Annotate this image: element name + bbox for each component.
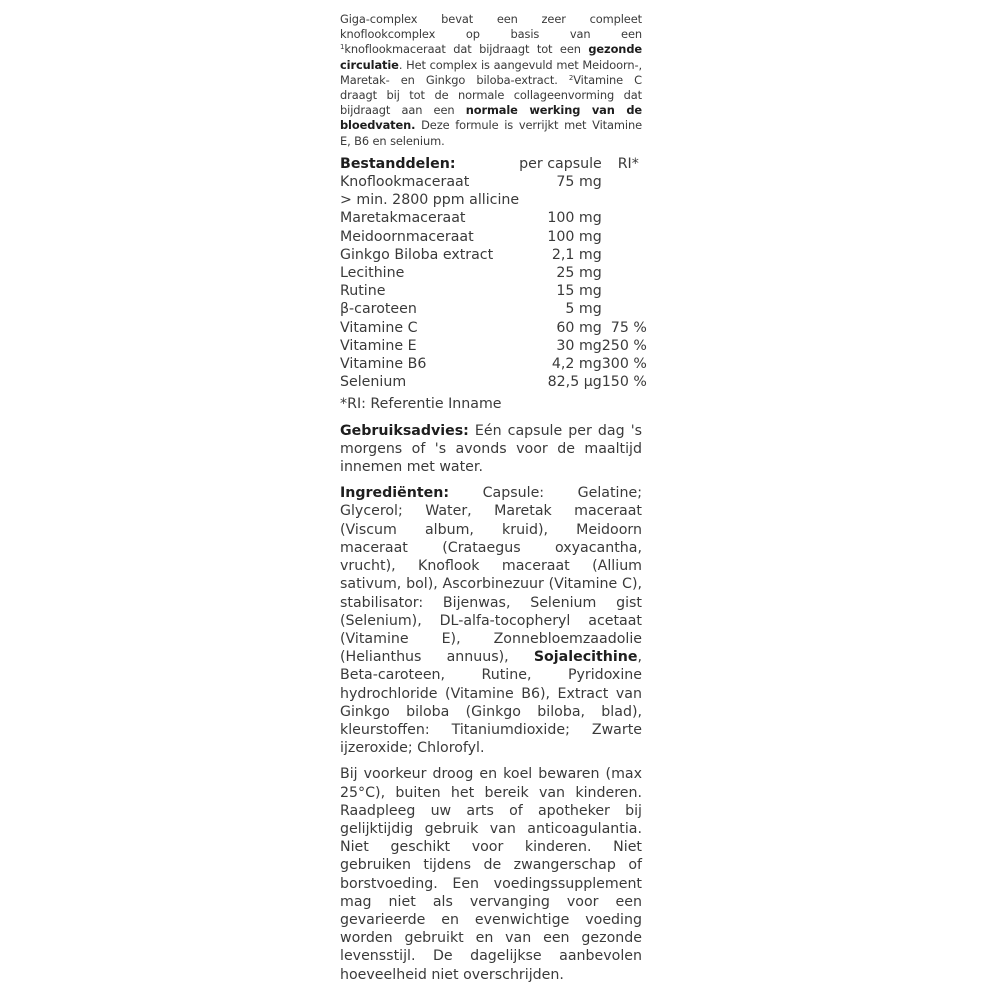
- ingredient-row: [340, 191, 647, 209]
- ingredient-amount: 25 mg: [556, 265, 602, 282]
- ingredient-row: [340, 300, 647, 318]
- ingredient-amount: 75 mg: [556, 174, 602, 191]
- ingredient-name: Vitamine B6: [340, 356, 427, 373]
- allergen-soy: Sojalecithine: [533, 649, 638, 666]
- col-header-ri: RI*: [617, 155, 639, 172]
- ingredient-amount: 30 mg: [556, 337, 602, 354]
- ingredient-name: Vitamine E: [340, 337, 417, 354]
- ingredient-ri: [602, 282, 647, 300]
- intro-text-1: Giga-complex bevat een zeer compleet knoflookcomplex op basis van een: [340, 12, 642, 42]
- ingredient-ri: [602, 173, 647, 191]
- ingredient-ri: [602, 191, 647, 209]
- intro-bold-bloodvessels: normale werking van de bloedvaten.: [340, 103, 642, 133]
- intro-text-5: Deze formule is verrijkt met Vitamine E, B6 en selenium.: [340, 118, 642, 148]
- ingredients-text-2: , Beta-caroteen, Rutine, Pyridoxine hydrochloride (Vitamine B6), Extract van Ginkgo biloba (Ginkgo biloba, blad), kleurstoffen: Titaniumdioxide; Zwarte ijzeroxide; Chlorofyl.: [340, 649, 642, 757]
- ingredient-amount: 60 mg: [556, 319, 602, 336]
- ingredient-amount: 2,1 mg: [551, 246, 602, 263]
- ingredient-row: [340, 173, 647, 191]
- product-label-text: [340, 12, 647, 984]
- col-header-amount: per capsule: [519, 155, 602, 172]
- ingredient-ri: [602, 209, 647, 227]
- footnote-ref-2: 2: [568, 73, 574, 82]
- ingredient-amount: 82,5 µg: [547, 374, 602, 391]
- ingredient-ri: [602, 300, 647, 318]
- ingredient-name: Selenium: [340, 374, 407, 391]
- ingredients-label: Ingrediënten:: [340, 485, 450, 502]
- ingredients-table-header: [340, 155, 647, 173]
- ri-footnote: *RI: Referentie Inname: [340, 396, 502, 413]
- intro-text-3: . Het complex is aangevuld met Meidoorn-, Maretak- en Ginkgo biloba-extract.: [340, 57, 642, 87]
- ingredient-name: > min. 2800 ppm allicine: [340, 192, 520, 209]
- ingredient-row: [340, 228, 647, 246]
- ingredient-amount: 100 mg: [547, 228, 602, 245]
- ingredient-name: Ginkgo Biloba extract: [340, 246, 494, 263]
- ingredient-row: [340, 264, 647, 282]
- ingredients-list: [340, 484, 642, 757]
- ingredient-name: Lecithine: [340, 265, 405, 282]
- ingredient-ri: [602, 264, 647, 282]
- ingredients-heading: Bestanddelen:: [340, 155, 456, 172]
- intro-paragraph: [340, 12, 642, 149]
- ingredients-text-1: Capsule: Gelatine; Glycerol; Water, Maretak maceraat (Viscum album, kruid), Meidoorn maceraat (Crataegus oxyacantha, vrucht), Knoflook maceraat (Allium sativum, bol), Ascorbinezuur (Vitamine C), stabilisator: Bijenwas, Selenium gist (Selenium), DL-alfa-tocopheryl acetaat (Vitamine E), Zonnebloemzaadolie (Helianthus annuus),: [340, 485, 642, 666]
- intro-text-4: Vitamine C draagt bij tot de normale collageenvorming dat bijdraagt aan een: [340, 72, 643, 118]
- usage-text: Eén capsule per dag 's morgens of 's avonds voor de maaltijd innemen met water.: [340, 422, 642, 476]
- ingredient-row: [340, 355, 647, 373]
- usage-label: Gebruiksadvies:: [340, 422, 469, 439]
- ingredients-table: [340, 155, 647, 392]
- ingredient-amount: [519, 191, 602, 209]
- ingredient-name: β-caroteen: [340, 301, 417, 318]
- intro-text-2: knoflookmaceraat dat bijdraagt tot een: [344, 42, 589, 57]
- ingredient-ri: 250 %: [601, 337, 647, 354]
- ingredient-name: Rutine: [340, 283, 386, 300]
- ingredient-amount: 5 mg: [565, 301, 602, 318]
- ingredient-name: Vitamine C: [340, 319, 418, 336]
- ingredient-row: [340, 319, 647, 337]
- ingredient-ri: 300 %: [601, 356, 647, 373]
- ingredient-row: [340, 373, 647, 391]
- ingredient-name: Maretakmaceraat: [340, 210, 466, 227]
- storage-warnings: Bij voorkeur droog en koel bewaren (max 25°C), buiten het bereik van kinderen. Raadpleeg uw arts of apotheker bij gelijktijdig gebruik van anticoagulantia. Niet geschikt voor kinderen. Niet gebruiken tijdens de zwangerschap of borstvoeding. Een voedingssupplement mag niet als vervanging voor een gevarieerde en evenwichtige voeding worden gebruikt en van een gezonde levensstijl. De dagelijkse aanbevolen hoeveelheid niet overschrijden.: [340, 766, 642, 983]
- ingredient-ri: 150 %: [601, 374, 647, 391]
- ingredient-ri: [602, 228, 647, 246]
- ingredient-row: [340, 246, 647, 264]
- ingredient-ri: 75 %: [610, 319, 647, 336]
- ingredient-amount: 15 mg: [556, 283, 602, 300]
- intro-bold-circulation: gezonde circulatie: [340, 42, 642, 72]
- ingredient-row: [340, 337, 647, 355]
- ingredient-name: Meidoornmaceraat: [340, 228, 474, 245]
- ingredient-amount: 100 mg: [547, 210, 602, 227]
- ingredient-amount: 4,2 mg: [551, 356, 602, 373]
- ingredient-row: [340, 209, 647, 227]
- ingredient-name: Knoflookmaceraat: [340, 174, 470, 191]
- usage-advice: [340, 422, 642, 477]
- ingredient-ri: [602, 246, 647, 264]
- ingredient-row: [340, 282, 647, 300]
- footnote-ref-1: 1: [340, 43, 345, 52]
